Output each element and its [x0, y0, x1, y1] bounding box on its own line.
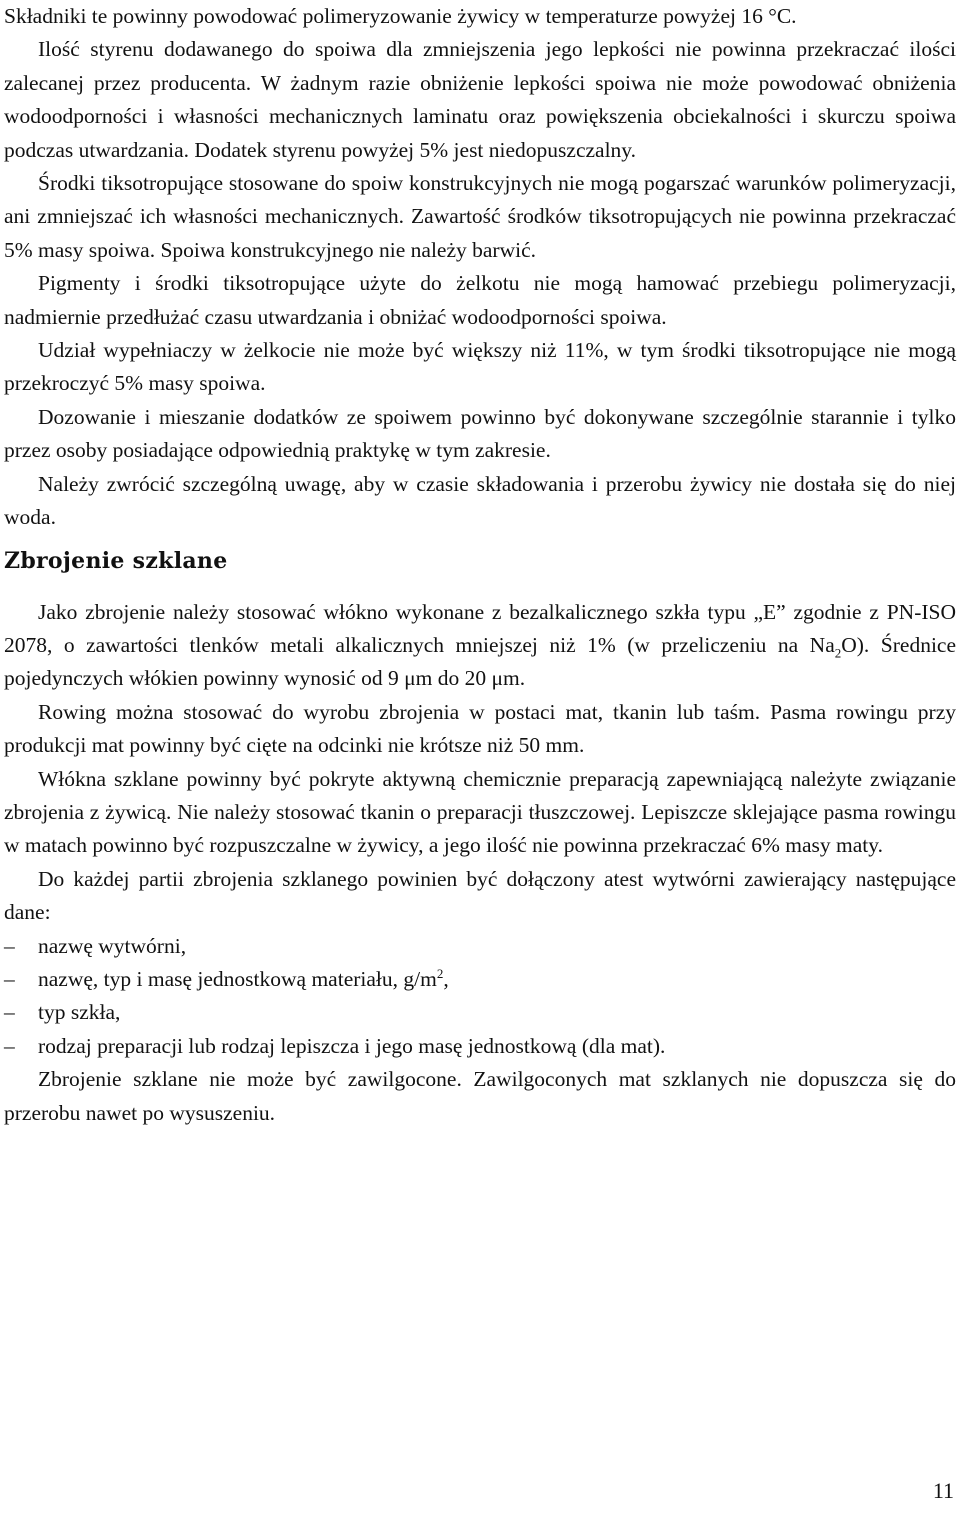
superscript: 2: [436, 965, 444, 981]
paragraph: Udział wypełniaczy w żelkocie nie może być większy niż 11%, w tym środki tiksotropujące nie mogą przekroczyć 5% masy spoiwa.: [4, 338, 956, 396]
paragraph: Ilość styrenu dodawanego do spoiwa dla zmniejszenia jego lepkości nie powinna przekraczać ilości zalecanej przez producenta. W żadnym razie obniżenie lepkości spoiwa nie może powodować obniżenia wodoodporności i własności mechanicznych laminatu oraz powiększenia obciekalności i skurczu spoiwa podczas utwardzania. Dodatek styrenu powyżej 5% jest niedopuszczalny.: [4, 37, 956, 162]
list-item-text: nazwę wytwórni,: [38, 933, 187, 958]
paragraph: Dozowanie i mieszanie dodatków ze spoiwem powinno być dokonywane szczególnie starannie i tylko przez osoby posiadające odpowiednią praktykę w tym zakresie.: [4, 404, 956, 463]
paragraph: Do każdej partii zbrojenia szklanego powinien być dołączony atest wytwórni zawierający następujące dane:: [4, 866, 956, 925]
dash-bullet: –: [4, 1000, 15, 1025]
paragraph: Składniki te powinny powodować polimeryzowanie żywicy w temperaturze powyżej 16 °C.: [4, 4, 797, 28]
list-item: [4, 963, 956, 996]
dash-bullet: –: [4, 933, 15, 958]
paragraph: Środki tiksotropujące stosowane do spoiw konstrukcyjnych nie mogą pogarszać warunków polimeryzacji, ani zmniejszać ich własności mechanicznych. Zawartość środków tiksotropujących nie powinna przekraczać 5% masy spoiwa. Spoiwa konstrukcyjnego nie należy barwić.: [4, 171, 956, 262]
dash-bullet: –: [4, 1033, 15, 1058]
text-segment: O). Średnice pojedynczych włókien powinny wynosić od 9 μm do 20 μm.: [4, 632, 957, 691]
paragraph-glass-fiber: [4, 596, 956, 696]
page-number: 11: [932, 1478, 954, 1503]
text-segment: Jako zbrojenie należy stosować włókno wykonane z bezalkalicznego szkła typu „E” zgodnie z PN-ISO 2078, o zawartości tlenków metali alkalicznych mniejszej niż 1% (w przeliczeniu na Na: [4, 599, 956, 657]
paragraph: Należy zwrócić szczególną uwagę, aby w czasie składowania i przerobu żywicy nie dostała się do niej woda.: [4, 471, 956, 530]
list-item: [4, 930, 956, 963]
list-item-text: ,: [443, 966, 449, 991]
paragraph: Pigmenty i środki tiksotropujące użyte do żelkotu nie mogą hamować przebiegu polimeryzacji, nadmiernie przedłużać czasu utwardzania i obniżać wodoodporności spoiwa.: [4, 271, 956, 329]
certificate-data-list: [4, 930, 956, 1064]
paragraph: Zbrojenie szklane nie może być zawilgocone. Zawilgoconych mat szklanych nie dopuszcza się do przerobu nawet po wysuszeniu.: [4, 1067, 956, 1125]
list-item: [4, 996, 956, 1029]
paragraph: Włókna szklane powinny być pokryte aktywną chemicznie preparacją zapewniającą należyte związanie zbrojenia z żywicą. Nie należy stosować tkanin o preparacji tłuszczowej. Lepiszcze sklejające pasma rowingu w matach powinno być rozpuszczalne w żywicy, a jego ilość nie powinna przekraczać 6% masy maty.: [4, 766, 956, 858]
subscript: 2: [834, 645, 842, 661]
paragraph: Rowing można stosować do wyrobu zbrojenia w postaci mat, tkanin lub taśm. Pasma rowingu przy produkcji mat powinny być cięte na odcinki nie krótsze niż 50 mm.: [4, 699, 956, 758]
section-heading: Zbrojenie szklane: [4, 547, 228, 574]
list-item: [4, 1030, 956, 1063]
list-item-text: typ szkła,: [38, 1000, 121, 1025]
list-item-text: nazwę, typ i masę jednostkową materiału, g/m: [38, 966, 437, 991]
dash-bullet: –: [4, 966, 15, 991]
list-item-text: rodzaj preparacji lub rodzaj lepiszcza i jego masę jednostkową (dla mat).: [38, 1033, 666, 1058]
